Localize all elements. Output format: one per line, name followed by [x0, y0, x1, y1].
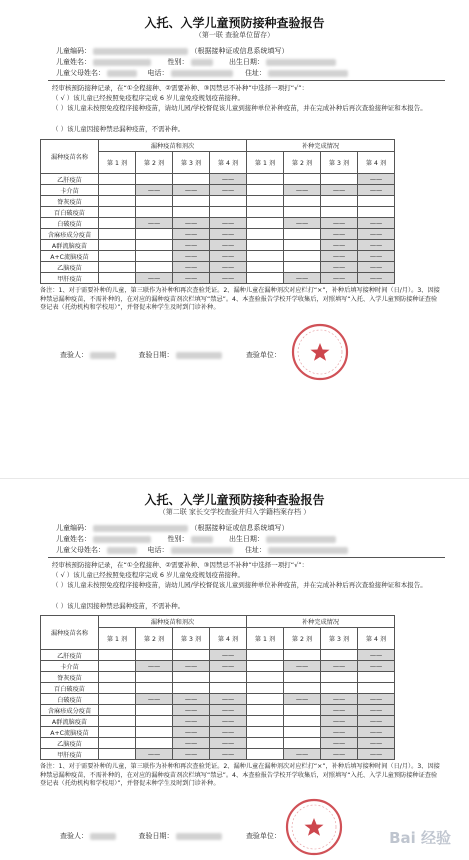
option-catch-up: （ ）该儿童未按照免疫程序接种疫苗，请幼儿园/学校督促该儿童到接种单位补种疫苗，并在完成补种后再次查验接种证和本报告。	[52, 104, 427, 112]
child-name-label: 儿童姓名：	[56, 535, 91, 543]
redacted-parent	[107, 547, 137, 554]
table-row: 乙肝疫苗 —— ——	[41, 174, 395, 185]
dose-header: 第 4 剂	[210, 152, 247, 174]
report-form-2	[0, 478, 469, 860]
child-name-row	[56, 57, 336, 67]
table-row: A+C流脑疫苗 —— —— —— ——	[41, 727, 395, 738]
option-catch-up: （ ）该儿童未按照免疫程序接种疫苗，请幼儿园/学校督促该儿童到接种单位补种疫苗，并在完成补种后再次查验接种证和本报告。	[52, 581, 427, 589]
option-complete: （ √ ）该儿童已经按照免疫程序完成 6 岁儿童免疫规划疫苗接种。	[52, 571, 245, 579]
unit-label: 查验单位：	[245, 351, 281, 359]
redacted-sex	[191, 59, 213, 66]
redacted-birth	[266, 59, 336, 66]
form-title: 入托、入学儿童预防接种查验报告	[144, 493, 325, 507]
redacted-phone	[171, 547, 233, 554]
date-label: 查验日期：	[138, 351, 174, 359]
dose-header: 第 1 剂	[247, 152, 284, 174]
checker-label: 查验人：	[60, 351, 88, 359]
intro-text: 经审核预防接种记录，在“①全程接种、②需要补种、③因禁忌不补种”中选择一项打“√”：	[52, 84, 309, 92]
checker-label: 查验人：	[60, 832, 88, 840]
report-form-1	[0, 0, 469, 422]
child-id-label: 儿童编码：	[56, 47, 91, 55]
redacted-date	[176, 833, 222, 840]
official-seal-stamp	[284, 797, 344, 857]
sex-label: 性别：	[167, 58, 189, 66]
parent-label: 儿童父母姓名：	[56, 546, 105, 554]
table-row: 卡介苗 —— —— —— —— —— ——	[41, 185, 395, 196]
signature-row	[60, 350, 281, 360]
parent-row	[56, 545, 348, 555]
dose-header: 第 4 剂	[358, 152, 395, 174]
col-vaccine-name: 漏种疫苗名称	[41, 140, 99, 174]
child-name-label: 儿童姓名：	[56, 58, 91, 66]
vaccine-table	[40, 139, 395, 284]
col-vaccine-name: 漏种疫苗名称	[41, 616, 99, 650]
redacted-child-name	[93, 536, 151, 543]
form-subtitle: （第一联 查验单位留存）	[194, 31, 275, 39]
redacted-child-id	[93, 48, 188, 55]
table-row: 甲肝疫苗 —— —— —— —— —— ——	[41, 273, 395, 284]
table-row: 乙脑疫苗 —— —— —— ——	[41, 262, 395, 273]
address-label: 住址：	[244, 546, 266, 554]
table-row: 百白破疫苗	[41, 207, 395, 218]
redacted-address	[268, 547, 348, 554]
redacted-parent	[107, 70, 137, 77]
redacted-checker	[90, 352, 116, 359]
redacted-birth	[266, 536, 336, 543]
dose-header: 第 3 剂	[173, 628, 210, 650]
address-label: 住址：	[244, 69, 266, 77]
group-missed-doses: 漏种疫苗和剂次	[99, 616, 247, 628]
table-row: 含麻疹成分疫苗 —— —— —— ——	[41, 229, 395, 240]
phone-label: 电话：	[147, 69, 169, 77]
option-complete: （ √ ）该儿童已经按照免疫程序完成 6 岁儿童免疫规划疫苗接种。	[52, 94, 245, 102]
official-seal-stamp	[290, 322, 350, 382]
group-catch-up: 补种完成情况	[247, 140, 395, 152]
table-row: 卡介苗 —— —— —— —— —— ——	[41, 661, 395, 672]
table-row: 含麻疹成分疫苗 —— —— —— ——	[41, 705, 395, 716]
intro-text: 经审核预防接种记录，在“①全程接种、②需要补种、③因禁忌不补种”中选择一项打“√”：	[52, 561, 309, 569]
birth-label: 出生日期：	[228, 535, 264, 543]
dose-header: 第 1 剂	[99, 628, 136, 650]
child-id-row	[56, 46, 288, 56]
table-row: 百白破疫苗	[41, 683, 395, 694]
dose-header: 第 1 剂	[99, 152, 136, 174]
notes-text: 备注：1、对于需要补种的儿童，第三联作为补种和再次查验凭证。2、漏种儿童在漏种剂次对应栏打“×”，补种后填写接种时间（日/月）。3、因接种禁忌漏种疫苗，不需补种的，在对应的漏种疫苗剂次栏填写“禁忌”。4、本查验报告学校开学收集后，对照填写“入托、入学儿童预防接种证查验登记表（托幼机构和学校用）”，并督促未种学生及时到门诊补种。	[40, 763, 440, 788]
child-id-row	[56, 523, 288, 533]
table-row: 白破疫苗 —— —— —— —— —— ——	[41, 694, 395, 705]
redacted-sex	[191, 536, 213, 543]
table-row: 脊灰疫苗	[41, 196, 395, 207]
parent-row	[56, 68, 348, 78]
dose-header: 第 3 剂	[321, 152, 358, 174]
child-id-label: 儿童编码：	[56, 524, 91, 532]
dose-header: 第 4 剂	[210, 628, 247, 650]
table-row: A群流脑疫苗 —— —— —— ——	[41, 240, 395, 251]
table-row: 白破疫苗 —— —— —— —— —— ——	[41, 218, 395, 229]
redacted-child-id	[93, 525, 188, 532]
table-row: 甲肝疫苗 —— —— —— —— —— ——	[41, 749, 395, 760]
redacted-date	[176, 352, 222, 359]
section-divider	[48, 80, 445, 81]
dose-header: 第 3 剂	[173, 152, 210, 174]
form-title: 入托、入学儿童预防接种查验报告	[144, 16, 325, 30]
option-contraindication: （ ）该儿童因接种禁忌漏种疫苗，不需补种。	[52, 602, 185, 610]
table-row: 脊灰疫苗	[41, 672, 395, 683]
birth-label: 出生日期：	[228, 58, 264, 66]
dose-header: 第 3 剂	[321, 628, 358, 650]
table-row: A群流脑疫苗 —— —— —— ——	[41, 716, 395, 727]
group-missed-doses: 漏种疫苗和剂次	[99, 140, 247, 152]
phone-label: 电话：	[147, 546, 169, 554]
unit-label: 查验单位：	[245, 832, 281, 840]
dose-header: 第 2 剂	[136, 628, 173, 650]
table-row: A+C流脑疫苗 —— —— —— ——	[41, 251, 395, 262]
notes-text: 备注：1、对于需要补种的儿童，第三联作为补种和再次查验凭证。2、漏种儿童在漏种剂次对应栏打“×”，补种后填写接种时间（日/月）。3、因接种禁忌漏种疫苗，不需补种的，在对应的漏种疫苗剂次栏填写“禁忌”。4、本查验报告学校开学收集后，对照填写“入托、入学儿童预防接种证查验登记表（托幼机构和学校用）”，并督促未种学生及时到门诊补种。	[40, 287, 440, 312]
child-id-note: （根据接种证或信息系统填写）	[190, 524, 289, 532]
watermark-logo: Bai 经验	[389, 829, 451, 847]
sex-label: 性别：	[167, 535, 189, 543]
table-row: 乙肝疫苗 —— ——	[41, 650, 395, 661]
dose-header: 第 4 剂	[358, 628, 395, 650]
redacted-address	[268, 70, 348, 77]
section-divider	[48, 557, 445, 558]
option-contraindication: （ ）该儿童因接种禁忌漏种疫苗，不需补种。	[52, 125, 185, 133]
redacted-child-name	[93, 59, 151, 66]
dose-header: 第 2 剂	[284, 628, 321, 650]
table-row: 乙脑疫苗 —— —— —— ——	[41, 738, 395, 749]
vaccine-table	[40, 615, 395, 760]
dose-header: 第 1 剂	[247, 628, 284, 650]
redacted-phone	[171, 70, 233, 77]
parent-label: 儿童父母姓名：	[56, 69, 105, 77]
child-name-row	[56, 534, 336, 544]
redacted-checker	[90, 833, 116, 840]
form-subtitle: （第二联 家长交学校查验并归入学籍档案存档 ）	[158, 508, 311, 516]
signature-row	[60, 831, 281, 841]
child-id-note: （根据接种证或信息系统填写）	[190, 47, 289, 55]
group-catch-up: 补种完成情况	[247, 616, 395, 628]
dose-header: 第 2 剂	[284, 152, 321, 174]
dose-header: 第 2 剂	[136, 152, 173, 174]
date-label: 查验日期：	[138, 832, 174, 840]
